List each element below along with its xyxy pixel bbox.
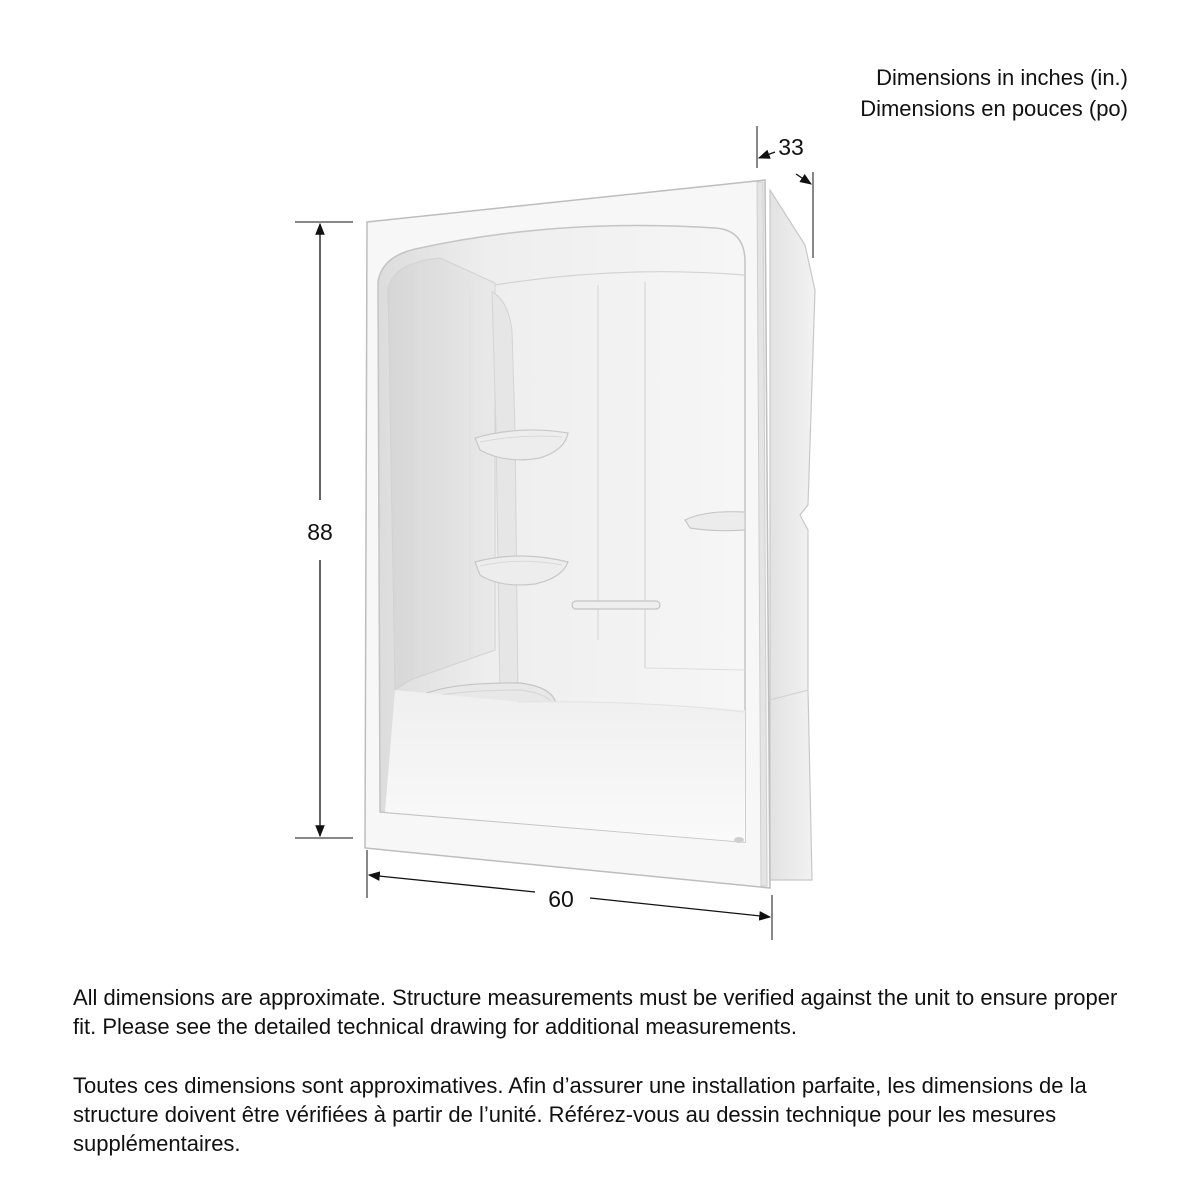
- disclaimer-fr: Toutes ces dimensions sont approximatives. Afin d’assurer une installation parfaite, les dimensions de la structure doivent être vérifiées à partir de l’unité. Référez-vous au dessin technique pour les mesures supplémentaires.: [73, 1073, 1087, 1156]
- height-label: 88: [307, 519, 333, 545]
- units-line-en: Dimensions in inches (in.): [876, 65, 1128, 90]
- disclaimer: [73, 983, 1133, 1188]
- grab-bar: [572, 601, 660, 609]
- units-line-fr: Dimensions en pouces (po): [860, 96, 1128, 121]
- disclaimer-en: All dimensions are approximate. Structure measurements must be verified against the unit to ensure proper fit. Please see the detailed technical drawing for additional measurements.: [73, 985, 1118, 1039]
- depth-label: 33: [778, 134, 804, 160]
- height-dimension: [295, 222, 353, 838]
- width-label: 60: [548, 886, 574, 912]
- shower-side-shell: [770, 190, 815, 880]
